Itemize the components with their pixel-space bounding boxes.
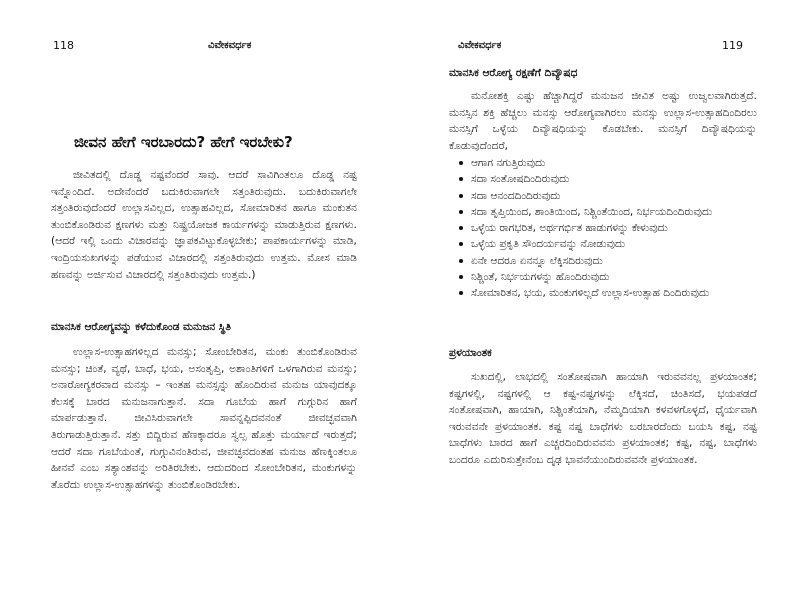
body-paragraph: ಸುಖದಲ್ಲಿ, ಲಾಭದಲ್ಲಿ ಸಂತೋಷವಾಗಿ ಹಾಯಾಗಿ ಇರುವವನಲ್ಲ ಪ್ರಳಯಾಂತಕ; ಕಷ್ಟಗಳಲ್ಲಿ, ನಷ್ಟಗಳಲ್ಲಿ ಆ ಕಷ್ಟ-ನಷ್ಟಗಳನ್ನು ಲೆಕ್ಕಿಸದೆ, ಚಿಂತಿಸದೆ, ಭಯಪಡದೆ ಸಂತೋಷವಾಗಿ, ಹಾಯಾಗಿ, ನಿಶ್ಚಿಂತೆಯಾಗಿ, ನೆಮ್ಮದಿಯಾಗಿ ಕಳವಳಗೊಳ್ಳದೆ, ಧೈರ್ಯವಾಗಿ ಇರುವವನೇ ಪ್ರಳಯಾಂತಕ. ಕಷ್ಟ ನಷ್ಟ ಬಾಧೆಗಳು ಬರಬಾರದೆಂದು ಬಯಸಿ ಕಷ್ಟ, ನಷ್ಟ ಬಾಧೆಗಳು ಬಾರದ ಹಾಗೆ ಎಚ್ಚರದಿಂದಿರುವವನು ಪ್ರಳಯಾಂತಕ; ಕಷ್ಟ, ನಷ್ಟ, ಬಾಧೆಗಳು ಬಂದರೂ ಎದುರಿಸುತ್ತೇನೆಂಬ ದೃಢ ಭಾವನೆಯುಂದಿರುವವನೇ ಪ್ರಳಯಾಂತಕ. — [449, 371, 757, 466]
bullet-text: ಏನೇ ಆದರೂ ಏನನ್ನೂ ಲೆಕ್ಕಿಸದಿರುವುದು — [471, 254, 603, 267]
page-number: 119 — [722, 39, 743, 52]
bullet-icon — [459, 242, 463, 246]
bullet-text: ಸದಾ ತೃಪ್ತಿಯಿಂದ, ಶಾಂತಿಯಿಂದ, ನಿಶ್ಚಿಂತೆಯಿಂದ, ನಿರ್ಭಯದಿಂದಿರುವುದು — [471, 205, 713, 218]
bullet-text: ಒಳ್ಳೆಯ ರಾಗಭರಿತ, ಅರ್ಥಗರ್ಭಿತ ಹಾಡುಗಳನ್ನು ಕೇಳುವುದು — [471, 222, 668, 235]
bullet-list — [449, 155, 759, 302]
body-paragraph: ಮನೋಶಕ್ತಿ ಎಷ್ಟು ಹೆಚ್ಚಾಗಿದ್ದರೆ ಮನುಜನ ಜೀವಿತ ಅಷ್ಟು ಉಜ್ವಲವಾಗಿರುತ್ತದೆ. ಮನಸ್ಸಿನ ಶಕ್ತಿ ಹೆಚ್ಚಲು ಮನಸ್ಸು ಆರೋಗ್ಯವಾಗಿರಲು ಮನಸ್ಸು ಉಲ್ಲಾಸ-ಉತ್ಸಾಹದಿಂದಿರಲು ಮನಸ್ಸಿಗೆ ಒಳ್ಳೆಯ ದಿವ್ಯೌಷಧಿಯನ್ನು ಕೊಡಬೇಕು. ಮನಸ್ಸಿಗೆ ದಿವ್ಯೌಷಧಿಯನ್ನು ಕೊಡುವುದೆಂದರೆ, — [449, 90, 757, 152]
bullet-item — [449, 204, 759, 220]
bullet-icon — [459, 161, 463, 165]
bullet-text: ನಿಶ್ಚಿಂತೆ, ನಿರ್ಭಯಗಳನ್ನು ಹೊಂದಿರುವುದು — [471, 271, 610, 284]
left-page — [0, 0, 394, 600]
bullet-item — [449, 171, 759, 187]
section-heading: ಮಾನಸಿಕ ಆರೋಗ್ಯವನ್ನು ಕಳೆದುಕೊಂಡ ಮನುಜನ ಸ್ಥಿತಿ — [51, 321, 231, 333]
bullet-text: ಆಗಾಗ ನಗುತ್ತಿರುವುದು — [471, 157, 546, 169]
bullet-item — [449, 155, 759, 171]
bullet-icon — [459, 226, 463, 230]
bullet-item — [449, 285, 759, 301]
bullet-text: ಸದಾ ಸಂತೋಷದಿಂದಿರುವುದು — [471, 173, 570, 186]
bullet-icon — [459, 177, 463, 181]
page-number: 118 — [53, 39, 74, 52]
bullet-item — [449, 236, 759, 252]
bullet-item — [449, 269, 759, 285]
body-paragraph: ಜೀವಿತದಲ್ಲಿ ದೊಡ್ಡ ನಷ್ಟವೆಂದರೆ ಸಾವು. ಆದರೆ ಸಾವಿಗಿಂತಲೂ ದೊಡ್ಡ ನಷ್ಟ ಇನ್ನೊಂದಿದೆ. ಅದೇನೆಂದರೆ ಬದುಕಿರುವಾಗಲೇ ಸತ್ತಂತಿರುವುದು. ಬದುಕಿರುವಾಗಲೇ ಸತ್ತಂತಿರುವುದೆಂದರೆ ಉಲ್ಲಾಸವಿಲ್ಲದ, ಉತ್ಸಾಹವಿಲ್ಲದ, ಸೋಮಾರಿತನ ಹಾಗೂ ಮಂಕುತನ ತುಂಬಿಕೊಂಡಿರುವ ಕ್ಷಣಗಳು ಮತ್ತು ನಿಷ್ಪ್ರಯೋಜಕ ಕಾರ್ಯಗಳನ್ನು ಮಾಡುತ್ತಿರುವ ಕ್ಷಣಗಳು. (ಆದರೆ ಇಲ್ಲಿ ಒಂದು ವಿಚಾರವನ್ನು ಜ್ಞಾಪಕವಿಟ್ಟುಕೊಳ್ಳಬೇಕು; ಪಾಪಕಾರ್ಯಗಳನ್ನು ಮಾಡಿ, ಇಂದ್ರಿಯಸುಖಗಳನ್ನು ಪಡೆಯುವ ವಿಚಾರದಲ್ಲಿ ಸತ್ತಂತಿರುವುದು ಉತ್ತಮ. ಮೋಸ ಮಾಡಿ ಹಣವನ್ನು ಅರ್ಜಿಸುವ ವಿಚಾರದಲ್ಲಿ ಸತ್ತಂತಿರುವುದು ಉತ್ತಮ.) — [51, 169, 357, 281]
bullet-icon — [459, 210, 463, 214]
chapter-title: ಜೀವನ ಹೇಗೆ ಇರಬಾರದು? ಹೇಗೆ ಇರಬೇಕು? — [74, 133, 293, 151]
bullet-text: ಸೋಮಾರಿತನ, ಭಯ, ಮಂಕುಗಳಿಲ್ಲದೆ ಉಲ್ಲಾಸ-ಉತ್ಸಾಹ ದಿಂದಿರುವುದು — [471, 287, 710, 300]
section-heading: ಪ್ರಳಯಾಂತಕ — [449, 347, 492, 359]
bullet-item — [449, 188, 759, 204]
bullet-text: ಒಳ್ಳೆಯ ಪ್ರಕೃತಿ ಸೌಂದರ್ಯವನ್ನು ನೋಡುವುದು — [471, 238, 626, 251]
bullet-icon — [459, 291, 463, 295]
running-head: ವಿವೇಕವರ್ಧಕ — [458, 40, 502, 51]
bullet-icon — [459, 259, 463, 263]
bullet-item — [449, 220, 759, 236]
right-page — [394, 0, 789, 600]
body-paragraph: ಉಲ್ಲಾಸ-ಉತ್ಸಾಹಗಳಿಲ್ಲದ ಮನಸ್ಸು; ಸೋಂಬೇರಿತನ, ಮಂಕು ತುಂಬಿಕೊಂಡಿರುವ ಮನಸ್ಸು; ಚಿಂತೆ, ವ್ಯಥೆ, ಬಾಧೆ, ಭಯ, ಅಸಂತೃಪ್ತಿ, ಅಶಾಂತಿಗಳಿಗೆ ಒಳಗಾಗಿರುವ ಮನಸ್ಸು; ಅನಾರೋಗ್ಯಕರವಾದ ಮನಸ್ಸು – ಇಂತಹ ಮನಸ್ಸನ್ನು ಹೊಂದಿರುವ ಮನುಜ ಯಾವುದಕ್ಕೂ ಕೆಲಸಕ್ಕೆ ಬಾರದ ಮನುಜನಾಗುತ್ತಾನೆ. ಸದಾ ಗೂಬೆಯ ಹಾಗೆ ಗುಗ್ಗುರಿನ ಹಾಗೆ ಮಾರ್ಪಡುತ್ತಾನೆ. ಜೀವಿಸಿರುವಾಗಲೇ ಸಾವನ್ನಪ್ಪಿದವನಂತೆ ಜೀವಚ್ಛವವಾಗಿ ತಿರುಗಾಡುತ್ತಿರುತ್ತಾನೆ. ಸತ್ತು ಬಿದ್ದಿರುವ ಹೆಣಕ್ಕಾದರೂ ಸ್ವಲ್ಪ ಹೊತ್ತು ಮರ್ಯಾದೆ ಇರುತ್ತದೆ; ಆದರೆ ಸದಾ ಗೂಬೆಯಂತೆ, ಗುಗ್ಗುವಿನಂತಿರುವ, ಜೀವಚ್ಛವದಂತಹ ಮನುಜ ಹೆಣಕ್ಕಿಂತಲೂ ಹೀನವೆ ಎಂಬ ಸತ್ಯಾಂಶವನ್ನು ಅರಿತಿರಬೇಕು. ಆದುದರಿಂದ ಸೋಂಬೇರಿತನ, ಮಂಕುಗಳನ್ನು ತೊರೆದು ಉಲ್ಲಾಸ-ಉತ್ಸಾಹಗಳನ್ನು ತುಂಬಿಕೊಂಡಿರಬೇಕು. — [51, 346, 357, 491]
bullet-text: ಸದಾ ಆನಂದದಿಂದಿರುವುದು — [471, 189, 561, 202]
running-head: ವಿವೇಕವರ್ಧಕ — [208, 40, 252, 51]
bullet-item — [449, 253, 759, 269]
section-heading: ಮಾನಸಿಕ ಆರೋಗ್ಯ ರಕ್ಷಣೆಗೆ ದಿವ್ಯೌಷಧ — [449, 67, 578, 79]
bullet-icon — [459, 275, 463, 279]
bullet-icon — [459, 194, 463, 198]
